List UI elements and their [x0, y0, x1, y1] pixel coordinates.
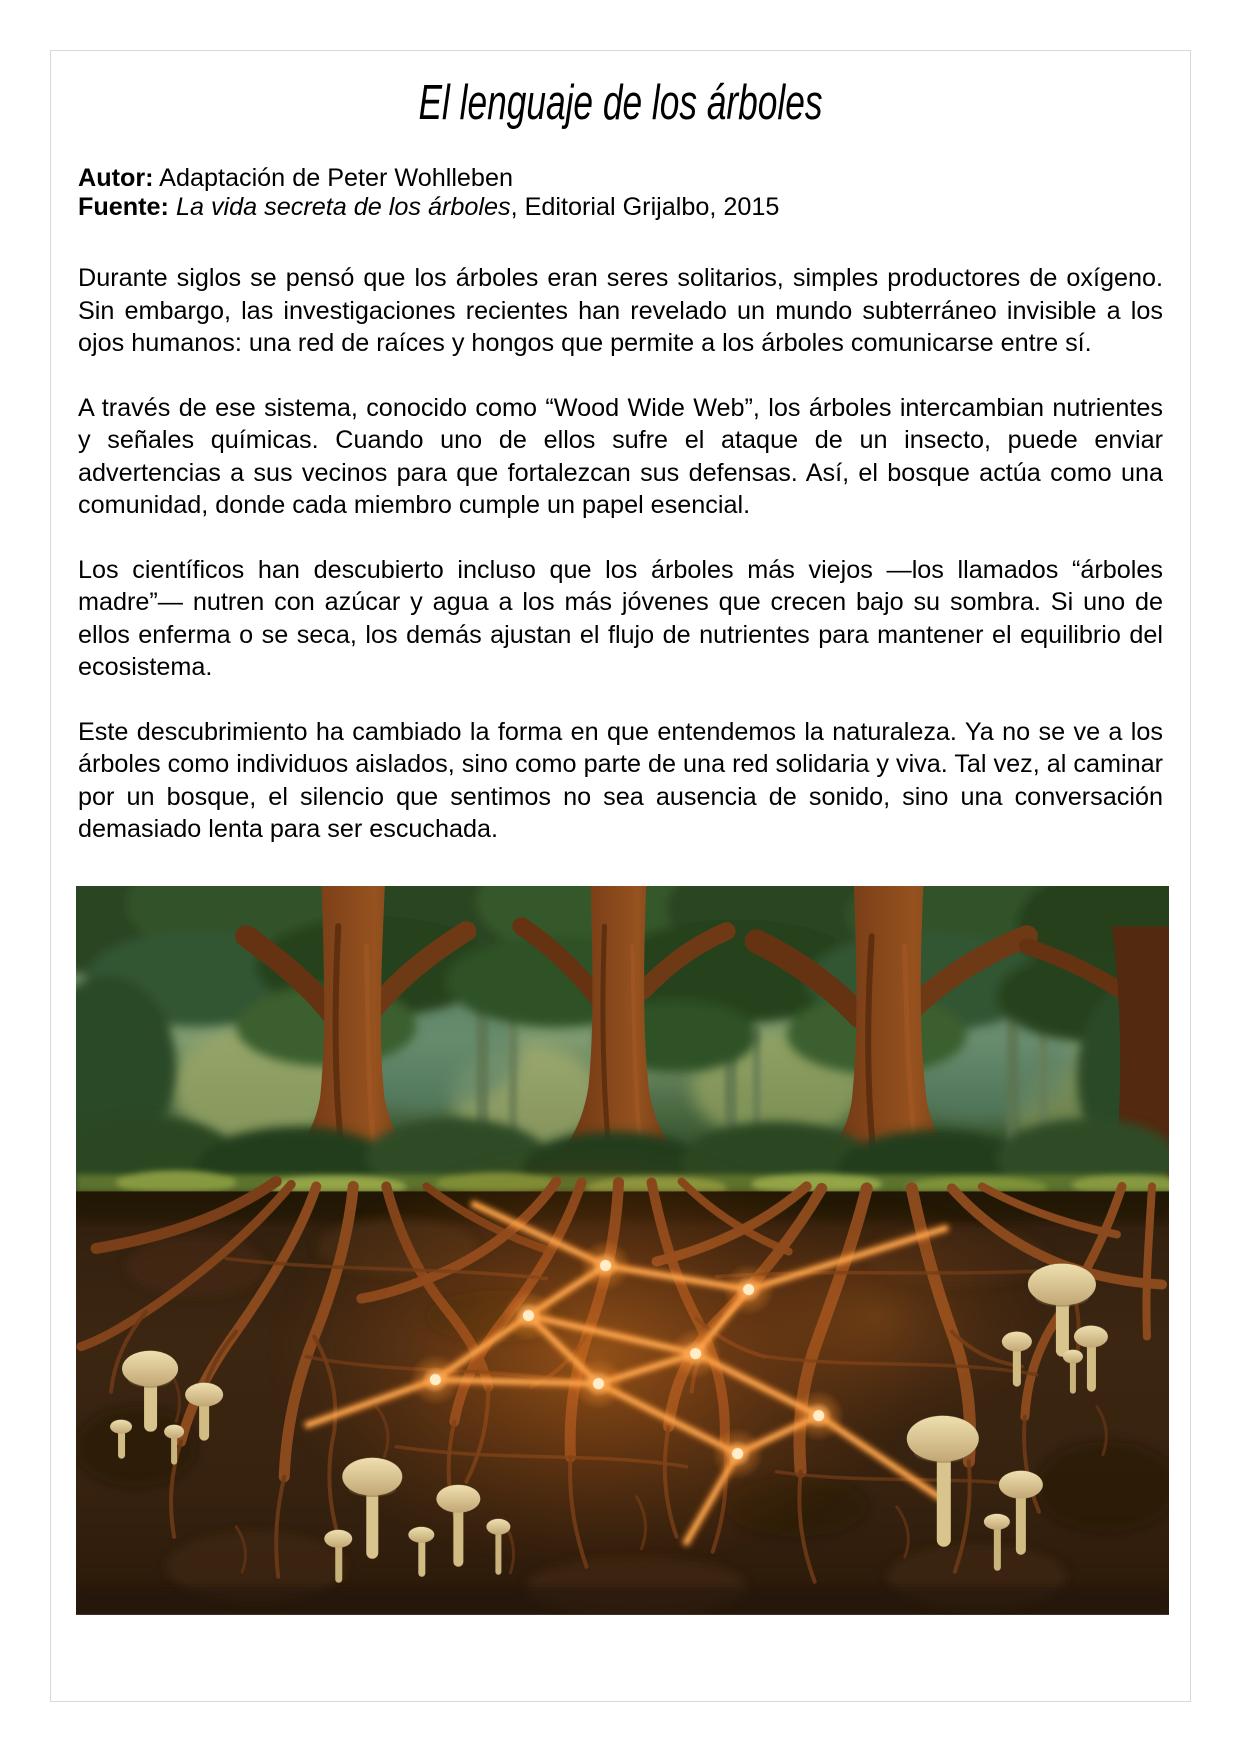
- paragraph-1: Durante siglos se pensó que los árboles eran seres solitarios, simples productores de oxígeno. Sin embargo, las investigaciones recientes han revelado un mundo subterráneo invisible a los ojos humanos: una red de raíces y hongos que permite a los árboles comunicarse entre sí.: [78, 264, 1163, 357]
- glow-node: [793, 1389, 845, 1441]
- glow-node: [723, 1263, 775, 1315]
- glow-node: [409, 1353, 461, 1405]
- source-detail: , Editorial Grijalbo, 2015: [510, 193, 780, 221]
- glow-node: [712, 1427, 764, 1479]
- glow-node: [579, 1239, 631, 1291]
- glow-node: [572, 1357, 624, 1409]
- document-title: El lenguaje de los árboles: [418, 76, 823, 130]
- document-page: [50, 50, 1191, 1702]
- document-content: [51, 74, 1190, 1615]
- forest-roots-illustration: [76, 886, 1169, 1615]
- glow-node: [502, 1289, 554, 1341]
- forest-roots-svg: [76, 886, 1169, 1615]
- glow-node: [670, 1327, 722, 1379]
- paragraph-3: Los científicos han descubierto incluso que los árboles más viejos —los llamados “árboles madre”— nutren con azúcar y agua a los más jóvenes que crecen bajo su sombra. Si uno de ellos enferma o se seca, los demás ajustan el flujo de nutrientes para mantener el equilibrio del ecosistema.: [78, 555, 1163, 681]
- author-value: Adaptación de Peter Wohlleben: [159, 164, 513, 192]
- soil-glow-wash-right: [707, 1196, 1047, 1436]
- source-line: [78, 193, 1163, 222]
- paragraph-4: Este descubrimiento ha cambiado la forma en que entendemos la naturaleza. Ya no se ve a los árboles como individuos aislados, sino como parte de una red solidaria y viva. Tal vez, al caminar por un bosque, el silencio que sentimos no sea ausencia de sonido, sino una conversación demasiado lenta para ser escuchada.: [78, 717, 1163, 843]
- source-book-title: La vida secreta de los árboles: [175, 193, 511, 221]
- soil-bottom-shade: [76, 1586, 1169, 1614]
- author-line: [78, 164, 1163, 193]
- source-label: Fuente:: [78, 193, 169, 221]
- author-label: Autor:: [78, 164, 154, 192]
- document-meta: [78, 164, 1163, 222]
- paragraph-2: A través de ese sistema, conocido como “Wood Wide Web”, los árboles intercambian nutrientes y señales químicas. Cuando uno de ellos sufre el ataque de un insecto, puede enviar advertencias a sus vecinos para que fortalezcan sus defensas. Así, el bosque actúa como una comunidad, donde cada miembro cumple un papel esencial.: [78, 393, 1163, 519]
